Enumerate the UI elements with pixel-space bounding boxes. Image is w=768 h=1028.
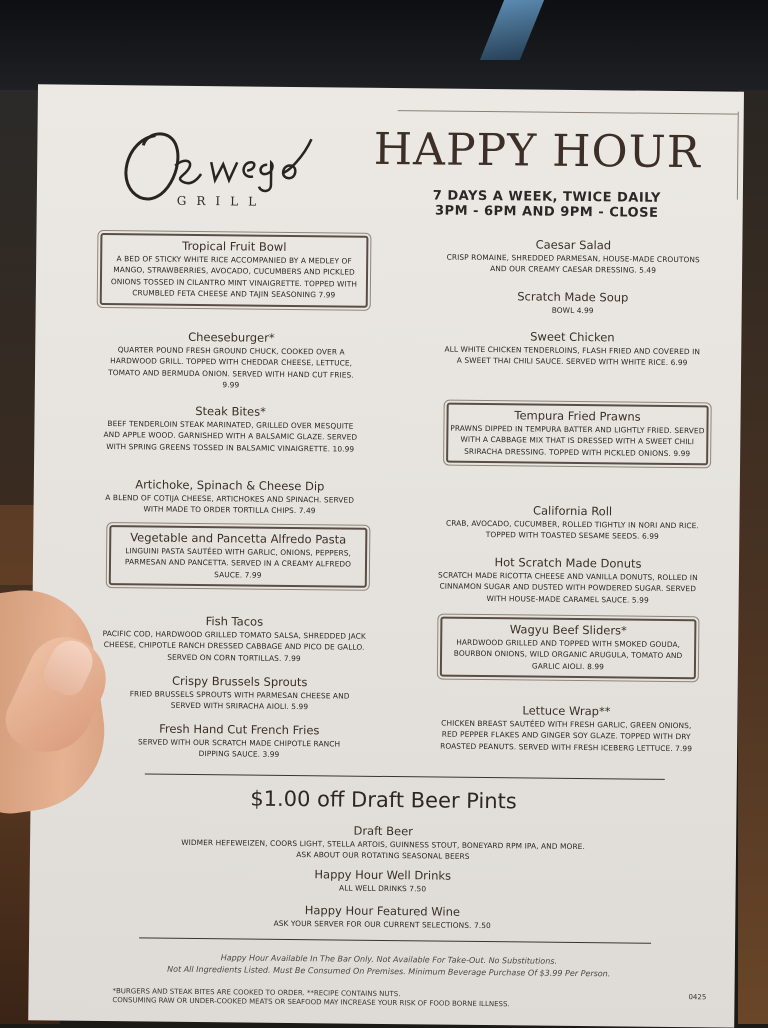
drinks-heading: $1.00 off Draft Beer Pints — [250, 786, 517, 814]
footnote — [112, 987, 632, 1010]
ceiling-background — [0, 0, 768, 90]
drink-item — [30, 864, 736, 898]
drink-item — [30, 820, 736, 865]
item-description: CRISP ROMAINE, SHREDDED PARMESAN, HOUSE-MADE CROUTONS AND OUR CREAMY CAESAR DRESSING. 5.49 — [446, 252, 700, 276]
item-name: Wagyu Beef Sliders* — [509, 622, 627, 638]
item-description: QUARTER POUND FRESH GROUND CHUCK, COOKED OVER A HARDWOOD GRILL. TOPPED WITH CHEDDAR CHEESE, LETTUCE, TOMATO AND BERMUDA ONION. SERVED WITH HAND CUT FRIES. 9.99 — [108, 345, 354, 390]
item-name: Fresh Hand Cut French Fries — [159, 721, 320, 738]
item-description: PRAWNS DIPPED IN TEMPURA BATTER AND LIGHTLY FRIED. SERVED WITH A CABBAGE MIX THAT IS DRESSED WITH A SWEET CHILI SRIRACHA DRESSING. TOPPED WITH PICKLED ONIONS. 9.99 — [450, 423, 705, 458]
menu-item — [100, 233, 369, 307]
drink-description: ASK YOUR SERVER FOR OUR CURRENT SELECTIONS. 7.50 — [273, 918, 491, 931]
drink-name: Happy Hour Featured Wine — [304, 903, 461, 919]
item-description: LINGUINI PASTA SAUTÉED WITH GARLIC, ONIONS, PEPPERS, PARMESAN AND PANCETTA. SERVED IN A CREAMY ALFREDO SAUCE. 7.99 — [124, 546, 352, 580]
item-name: Fish Tacos — [205, 614, 264, 629]
item-name: Tempura Fried Prawns — [514, 408, 641, 424]
title-top-rule — [398, 110, 738, 115]
item-name: Sweet Chicken — [530, 329, 615, 345]
menu-item — [107, 673, 371, 714]
menu-item — [443, 503, 701, 544]
item-name: Steak Bites* — [195, 403, 267, 419]
footnote-line-2: CONSUMING RAW OR UNDER-COOKED MEATS OR SEAFOOD MAY INCREASE YOUR RISK OF FOOD BORNE ILLNESS. — [112, 996, 510, 1009]
fine-print-line-2: Not All Ingredients Listed. Must Be Consumed On Premises. Minimum Beverage Purchase Of $3.99 Per Person. — [167, 964, 611, 979]
menu-item — [443, 329, 701, 370]
item-description: SCRATCH MADE RICOTTA CHEESE AND VANILLA DONUTS, ROLLED IN CINNAMON SUGAR AND DUSTED WITH POWDERED SUGAR. SERVED WITH HOUSE-MADE CARAMEL SAUCE. 5.99 — [438, 570, 698, 605]
menu-item — [444, 237, 702, 278]
drink-name: Happy Hour Well Drinks — [314, 867, 452, 883]
divider-rule — [139, 937, 651, 943]
menu-item — [98, 477, 362, 518]
item-description: HARDWOOD GRILLED AND TOPPED WITH SMOKED GOUDA, BOURBON ONIONS, WILD ORGANIC ARUGULA, TOMATO AND GARLIC AIOLI. 8.99 — [453, 637, 683, 672]
item-name: Crispy Brussels Sprouts — [171, 673, 308, 690]
menu-item — [109, 525, 368, 588]
item-description: FRIED BRUSSELS SPROUTS WITH PARMESAN CHEESE AND SERVED WITH SRIRACHA AIOLI. 5.99 — [129, 689, 350, 712]
menu-item — [446, 403, 709, 466]
item-name: Cheeseburger* — [188, 329, 275, 345]
fine-print — [89, 951, 689, 981]
drink-item — [29, 900, 735, 934]
menu-item — [98, 403, 363, 455]
divider-rule — [145, 773, 665, 779]
page-title: HAPPY HOUR — [373, 123, 702, 179]
item-description: BEEF TENDERLOIN STEAK MARINATED, GRILLED OVER MESQUITE AND APPLE WOOD. GARNISHED WITH A BALSAMIC GLAZE. SERVED WITH SPRING GREENS TOSSED IN BALSAMIC VINAIGRETTE. 10.99 — [103, 419, 358, 454]
item-name: Hot Scratch Made Donuts — [494, 555, 642, 571]
item-description: A BED OF STICKY WHITE RICE ACCOMPANIED BY A MEDLEY OF MANGO, STRAWBERRIES, AVOCADO, CUCUMBERS AND PICKLED ONIONS TOSSED IN CILANTRO MINT VINAIGRETTE. TOPPED WITH CRUMBLED FETA CHEESE AND TAJIN SEASONING 7.99 — [110, 254, 358, 300]
item-description: A BLEND OF COTIJA CHEESE, ARTICHOKES AND SPINACH. SERVED WITH MADE TO ORDER TORTILLA CHIPS. 7.49 — [105, 493, 355, 516]
drink-description: WIDMER HEFEWEIZEN, COORS LIGHT, STELLA ARTOIS, GUINNESS STOUT, BONEYARD RPM IPA, AND MORE. — [181, 837, 585, 852]
item-name: Caesar Salad — [535, 237, 612, 253]
menu-item — [440, 617, 697, 680]
footnote-line-1: *BURGERS AND STEAK BITES ARE COOKED TO ORDER. **RECIPE CONTAINS NUTS. — [112, 987, 401, 999]
menu-item — [107, 721, 371, 762]
menu-code: 0425 — [688, 993, 707, 1002]
menu-item — [99, 329, 364, 392]
item-name: Lettuce Wrap** — [522, 703, 611, 719]
item-name: Tropical Fruit Bowl — [182, 238, 287, 254]
menu-item — [437, 555, 700, 607]
item-name: Vegetable and Pancetta Alfredo Pasta — [130, 530, 347, 547]
item-name: Artichoke, Spinach & Cheese Dip — [135, 477, 325, 494]
menu-item — [435, 703, 698, 755]
hours-line-1: 7 DAYS A WEEK, TWICE DAILY — [432, 188, 661, 206]
item-description: PACIFIC COD, HARDWOOD GRILLED TOMATO SALSA, SHREDDED JACK CHEESE, CHIPOTLE RANCH DRESSED CABBAGE AND PICO DE GALLO. SERVED ON CORN TORTILLAS. 7.99 — [102, 629, 366, 663]
menu-paper — [28, 84, 744, 1027]
menu-item — [444, 289, 702, 318]
fine-print-line-1: Happy Hour Available In The Bar Only. Not Available For Take-Out. No Substitutions. — [220, 953, 558, 966]
menu-item — [102, 613, 367, 665]
logo-grill-text: GRILL — [176, 193, 267, 209]
item-description: CRAB, AVOCADO, CUCUMBER, ROLLED TIGHTLY IN NORI AND RICE. TOPPED WITH TOASTED SESAME SEEDS. 6.99 — [445, 518, 699, 542]
item-name: Scratch Made Soup — [517, 289, 629, 305]
drink-name: Draft Beer — [353, 823, 413, 839]
item-description: SERVED WITH OUR SCRATCH MADE CHIPOTLE RANCH DIPPING SAUCE. 3.99 — [137, 737, 341, 760]
item-description: BOWL 4.99 — [551, 305, 594, 316]
drink-description-2: ASK ABOUT OUR ROTATING SEASONAL BEERS — [296, 850, 470, 862]
drink-description: ALL WELL DRINKS 7.50 — [339, 883, 427, 894]
item-description: CHICKEN BREAST SAUTÉED WITH FRESH GARLIC, GREEN ONIONS, RED PEPPER FLAKES AND GINGER SOY GLAZE. TOPPED WITH DRY ROASTED PEANUTS. SERVED WITH FRESH ICEBERG LETTUCE. 7.99 — [440, 718, 693, 754]
hours-subtitle — [367, 188, 727, 222]
item-description: ALL WHITE CHICKEN TENDERLOINS, FLASH FRIED AND COVERED IN A SWEET THAI CHILI SAUCE. SERVED WITH WHITE RICE. 6.99 — [444, 344, 701, 368]
item-name: California Roll — [532, 503, 613, 519]
hours-line-2: 3PM - 6PM AND 9PM - CLOSE — [434, 203, 659, 221]
